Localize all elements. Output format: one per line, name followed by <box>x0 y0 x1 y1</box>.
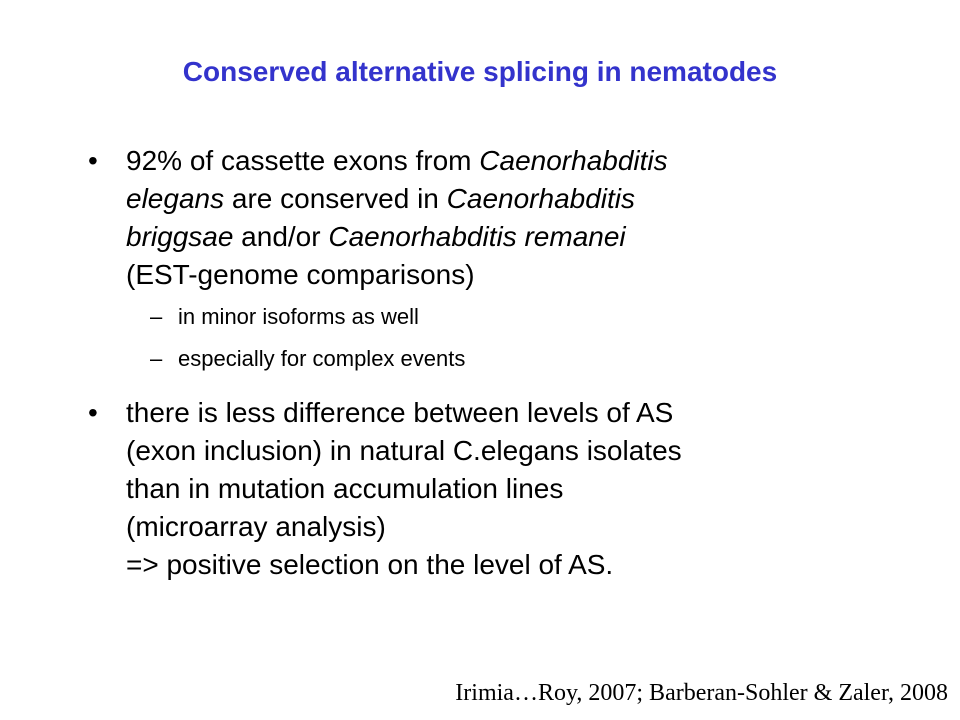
sub-bullet-text: in minor isoforms as well <box>178 304 419 329</box>
bullet-line: => positive selection on the level of AS. <box>126 549 614 580</box>
bullet-line <box>126 180 908 218</box>
sub-bullet-item <box>138 344 908 374</box>
species-name: briggsae <box>126 221 234 252</box>
species-name: Caenorhabditis <box>446 183 636 214</box>
species-name: Caenorhabditis <box>479 145 668 176</box>
bullet-line <box>126 142 908 180</box>
citation: Irimia…Roy, 2007; Barberan-Sohler & Zaler, 2008 <box>455 680 948 706</box>
bullet-text: and/or <box>233 221 329 252</box>
bullet-marker: • <box>88 397 98 428</box>
bullet-line: than in mutation accumulation lines <box>126 473 564 504</box>
bullet-item-selection <box>88 394 908 584</box>
bullet-line: (EST-genome comparisons) <box>126 259 475 290</box>
bullet-line <box>126 218 908 256</box>
bullet-text: 92% of cassette exons from <box>126 145 480 176</box>
dash-marker: – <box>150 346 163 371</box>
dash-marker: – <box>150 304 163 329</box>
species-name: Caenorhabditis remanei <box>328 221 626 252</box>
sub-bullet-list <box>138 302 908 374</box>
bullet-text: are conserved in <box>224 183 447 214</box>
sub-bullet-item <box>138 302 908 332</box>
species-name: elegans <box>126 183 225 214</box>
bullet-line: (microarray analysis) <box>126 511 386 542</box>
slide-title: Conserved alternative splicing in nematodes <box>182 56 778 87</box>
bullet-marker: • <box>88 145 98 176</box>
bullet-line: (exon inclusion) in natural C.elegans isolates <box>126 435 682 466</box>
bullet-line: there is less difference between levels of AS <box>126 397 674 428</box>
sub-bullet-text: especially for complex events <box>178 346 466 371</box>
bullet-item-conservation <box>88 142 908 374</box>
bullet-list <box>88 142 908 584</box>
